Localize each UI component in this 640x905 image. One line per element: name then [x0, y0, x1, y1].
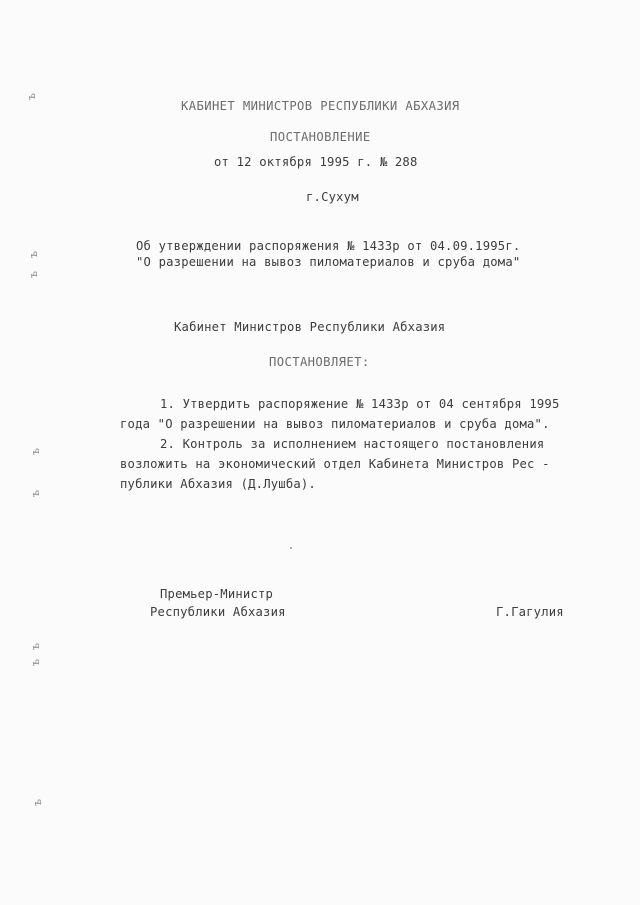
margin-mark: ъ	[29, 490, 42, 497]
margin-mark: ъ	[25, 93, 38, 100]
signatory-title-line-1: Премьер-Министр	[160, 587, 274, 601]
item-2-line-3: публики Абхазия (Д.Лушба).	[120, 477, 316, 491]
signatory-name: Г.Гагулия	[496, 605, 564, 619]
organization-title: КАБИНЕТ МИНИСТРОВ РЕСПУБЛИКИ АБХАЗИЯ	[181, 99, 460, 113]
margin-mark: ъ	[29, 659, 42, 666]
margin-mark: ъ	[27, 271, 40, 278]
item-2-line-2: возложить на экономический отдел Кабинета Министров Рес -	[120, 457, 550, 471]
decrees-heading: ПОСТАНОВЛЯЕТ:	[269, 355, 370, 369]
place: г.Сухум	[306, 190, 359, 204]
subject-line-2: "О разрешении на вывоз пиломатериалов и сруба дома"	[136, 255, 521, 269]
margin-mark: ъ	[29, 643, 42, 650]
margin-mark: ъ	[29, 448, 42, 455]
item-1-line-2: года "О разрешении на вывоз пиломатериалов и сруба дома".	[120, 417, 550, 431]
document-type: ПОСТАНОВЛЕНИЕ	[270, 130, 371, 144]
item-1-line-1: 1. Утвердить распоряжение № 1433р от 04 сентября 1995	[160, 397, 560, 411]
margin-mark: ъ	[27, 251, 40, 258]
item-2-line-1: 2. Контроль за исполнением настоящего постановления	[160, 437, 545, 451]
subject-line-1: Об утверждении распоряжения № 1433р от 04.09.1995г.	[136, 239, 521, 253]
signatory-title-line-2: Республики Абхазия	[150, 605, 286, 619]
speck	[290, 547, 292, 549]
date-and-number: от 12 октября 1995 г. № 288	[214, 155, 418, 169]
margin-mark: ъ	[31, 799, 44, 806]
issuer: Кабинет Министров Республики Абхазия	[174, 320, 446, 334]
